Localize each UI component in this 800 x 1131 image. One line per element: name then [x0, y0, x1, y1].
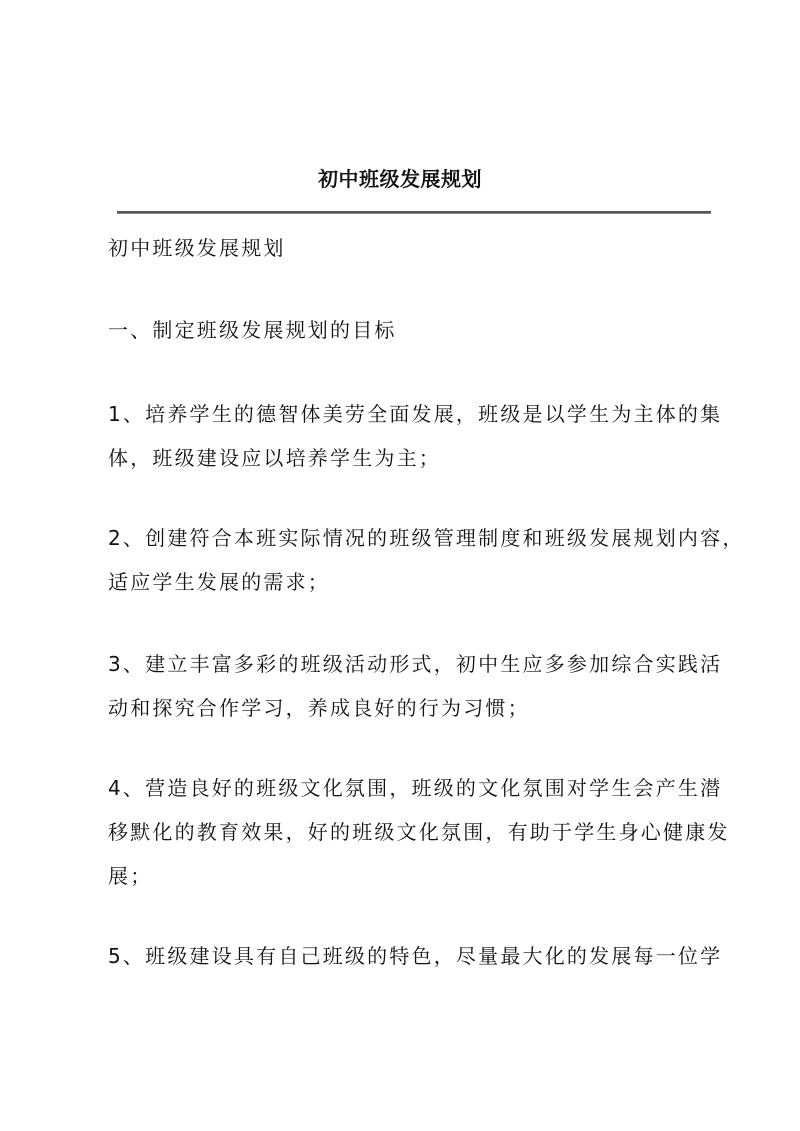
title-divider — [117, 211, 711, 214]
paragraph-line: 适应学生发展的需求； — [108, 570, 330, 594]
document-subtitle — [108, 226, 708, 270]
subtitle-line: 初中班级发展规划 — [108, 236, 286, 260]
paragraph-line: 动和探究合作学习，养成良好的行为习惯； — [108, 696, 530, 720]
paragraph-line: 体，班级建设应以培养学生为主； — [108, 446, 441, 470]
goal-item-4 — [108, 766, 730, 898]
paragraph-line: 5、班级建设具有自己班级的特色，尽量最大化的发展每一位学 — [108, 944, 723, 968]
paragraph-line: 4、营造良好的班级文化氛围，班级的文化氛围对学生会产生潜 — [108, 776, 723, 800]
paragraph-line: 3、建立丰富多彩的班级活动形式，初中生应多参加综合实践活 — [108, 652, 723, 676]
goal-item-1 — [108, 392, 723, 480]
section-heading — [108, 308, 708, 352]
paragraph-line: 2、创建符合本班实际情况的班级管理制度和班级发展规划内容， — [108, 526, 745, 550]
paragraph-line: 展； — [108, 864, 153, 888]
paragraph-line: 1、培养学生的德智体美劳全面发展，班级是以学生为主体的集 — [108, 402, 723, 426]
page-title: 初中班级发展规划 — [318, 167, 482, 191]
section-heading-line: 一、制定班级发展规划的目标 — [108, 318, 397, 342]
paragraph-line: 移默化的教育效果，好的班级文化氛围，有助于学生身心健康发 — [108, 820, 730, 844]
goal-item-2 — [108, 516, 745, 604]
goal-item-3 — [108, 642, 723, 730]
goal-item-5 — [108, 934, 723, 978]
